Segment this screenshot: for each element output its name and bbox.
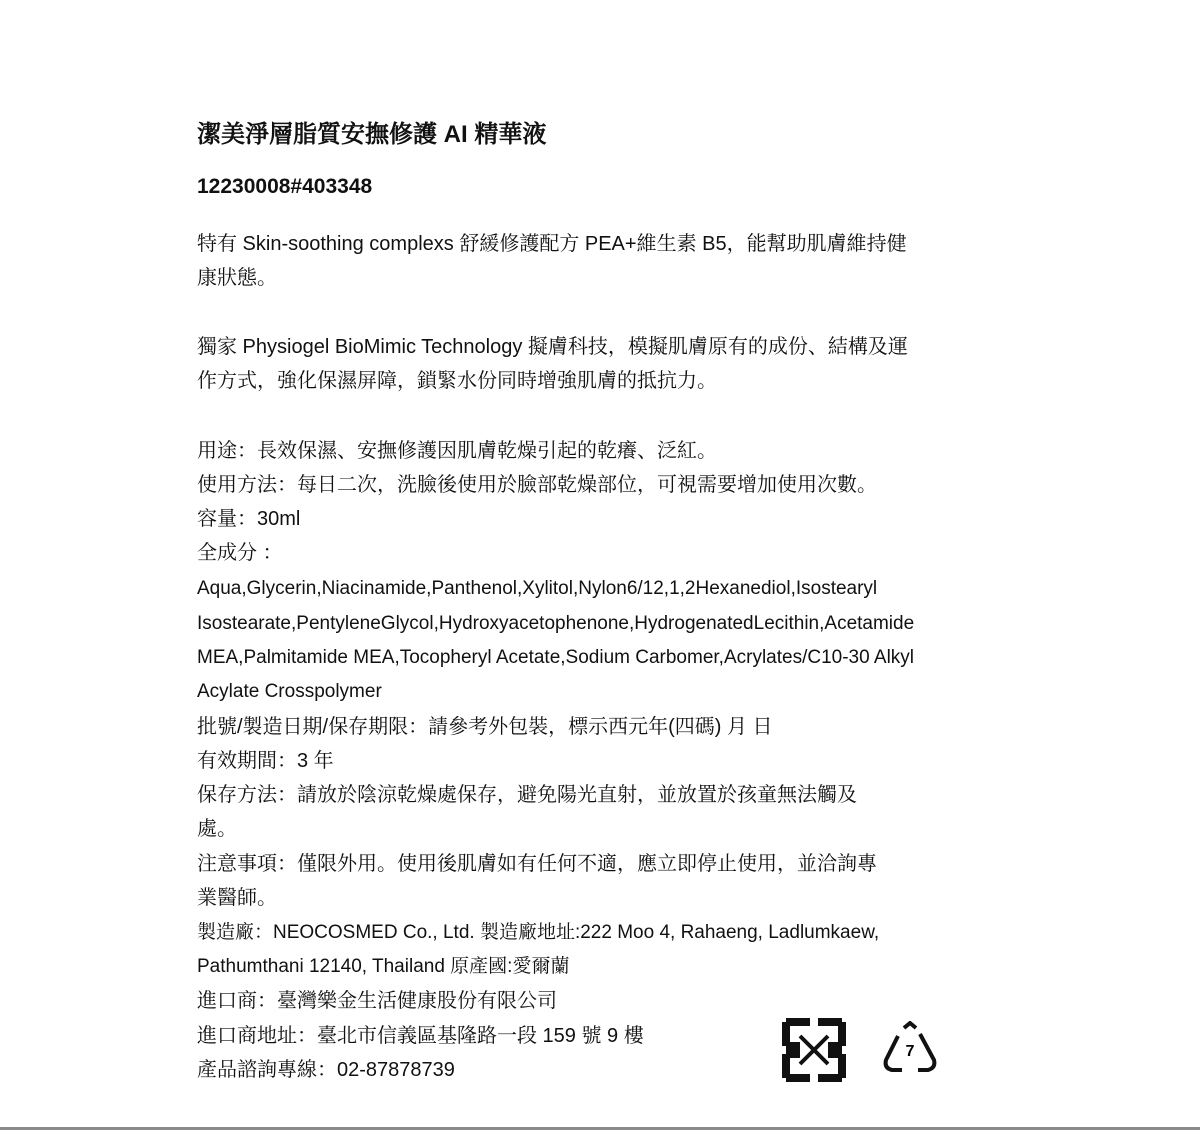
importer-address-text: 進口商地址：臺北市信義區基隆路一段 159 號 9 樓	[197, 1025, 644, 1047]
hotline-text: 產品諮詢專線：02-87878739	[197, 1059, 455, 1081]
importer-text: 進口商：臺灣樂金生活健康股份有限公司	[197, 990, 557, 1012]
ingredients-line: Isostearate,PentyleneGlycol,Hydroxyacetophenone,HydrogenatedLecithin,Acetamide	[197, 613, 915, 634]
ingredients-line: Aqua,Glycerin,Niacinamide,Panthenol,Xylitol,Nylon6/12,1,2Hexanediol,Isostearyl	[197, 578, 878, 599]
storage-text: 處。	[197, 818, 237, 840]
validity-text: 有效期間：3 年	[197, 750, 334, 772]
storage-text: 保存方法：請放於陰涼乾燥處保存，避免陽光直射，並放置於孩童無法觸及	[197, 784, 857, 806]
recycle-number: 7	[905, 1043, 915, 1060]
product-code: 12230008#403348	[197, 175, 373, 198]
product-title: 潔美淨層脂質安撫修護 AI 精華液	[197, 121, 547, 148]
method-text: 使用方法：每日二次，洗臉後使用於臉部乾燥部位，可視需要增加使用次數。	[197, 474, 877, 496]
ingredients-line: MEA,Palmitamide MEA,Tocopheryl Acetate,Sodium Carbomer,Acrylates/C10-30 Alkyl	[197, 647, 915, 668]
batch-text: 批號/製造日期/保存期限：請參考外包裝，標示西元年(四碼) 月 日	[197, 716, 773, 738]
usage-text: 用途：長效保濕、安撫修護因肌膚乾燥引起的乾癢、泛紅。	[197, 440, 717, 462]
description-line: 作方式，強化保濕屏障，鎖緊水份同時增強肌膚的抵抗力。	[197, 370, 717, 392]
manufacturer-text: 製造廠：NEOCOSMED Co., Ltd. 製造廠地址:222 Moo 4, Rahaeng, Ladlumkaew,	[197, 922, 880, 943]
description-line: 特有 Skin-soothing complexs 舒緩修護配方 PEA+維生素 B5，能幫助肌膚維持健	[197, 233, 907, 255]
description-line: 獨家 Physiogel BioMimic Technology 擬膚科技，模擬肌膚原有的成份、結構及運	[197, 336, 908, 358]
caution-text: 業醫師。	[197, 887, 277, 909]
caution-text: 注意事項：僅限外用。使用後肌膚如有任何不適，應立即停止使用，並洽詢專	[197, 853, 877, 875]
ingredients-line: Acylate Crosspolymer	[197, 681, 382, 702]
ingredients-label: 全成分 ：	[197, 542, 283, 564]
recycle-7-icon	[880, 1020, 940, 1076]
description-line: 康狀態。	[197, 267, 277, 289]
volume-text: 容量：30ml	[197, 508, 301, 530]
manufacturer-text: Pathumthani 12140, Thailand 原產國:愛爾蘭	[197, 956, 570, 977]
taiwan-recycle-icon	[780, 1016, 848, 1084]
